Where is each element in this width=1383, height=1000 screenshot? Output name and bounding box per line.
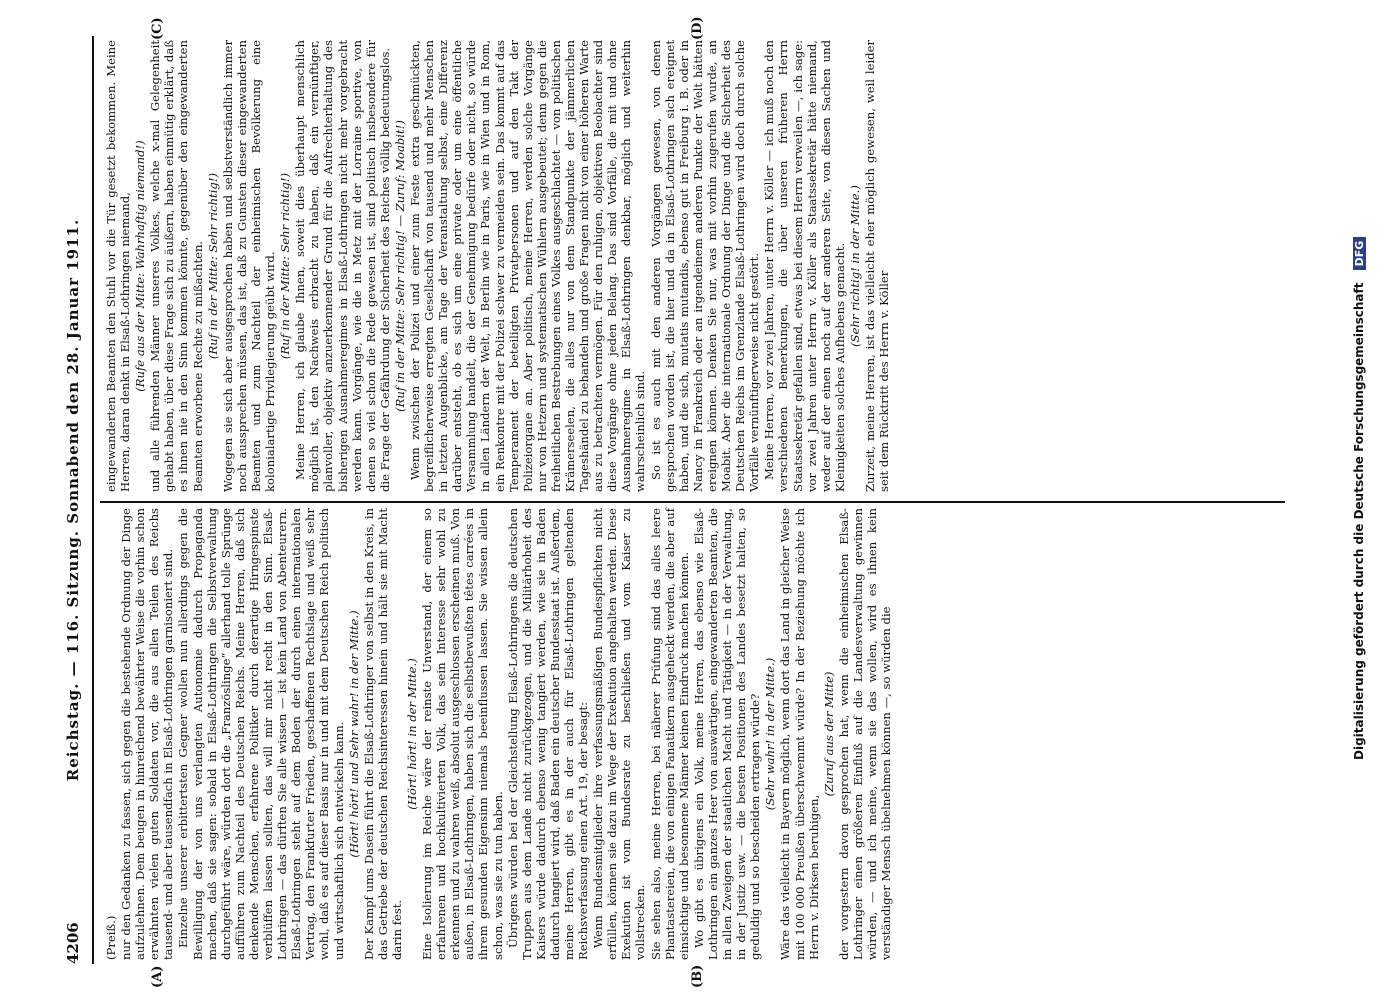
paragraph: Wenn zwischen der Polizei und einer zum Feste extra geschmückten, begreiflicherweise erregten Gesellschaft von tausend und mehr Menschen in letzten Augenblicke, am Tage der Veranstaltung selbst, eine Differenz darüber entsteht, ob es sich um eine private oder um eine öffentliche Versammlung handelt, die der Genehmigung bedürfe oder nicht, so würde in allen Ländern der Welt, in Berlin wie in Paris, wie in Wien und in Rom, ein Renkontre mit der Polizei schwer zu vermeiden sein. Das kommt auf das Temperament der beteiligten Privatpersonen und auf den Takt der Polizeiorgane an. Aber politisch, meine Herren, werden solche Vorgänge nur von Hetzern und systematischen Wühlern ausgebeutet; denn gegen die freiheitlichen Bestrebungen eines Volkes ausgeschlachtet — von politischen Krämerseelen, die alles nur von dem Standpunkte der jämmerlichen Tageshändel zu behandeln und große Fragen nicht von einer höheren Warte aus zu betrachten vermögen. Für den ruhigen, objektiven Beobachter sind diese Vorgänge ohne jeden Belang. Das sind Vorfälle, die mit und ohne Ausnahmeregime in Elsaß-Lothringen denkbar, möglich und weiterhin wahrscheinlich sind. xyxy=(407,40,648,492)
quotation: Wenn Bundesmitglieder ihre verfassungsmäßigen Bundespflichten nicht erfüllen, können sie dazu im Wege der Exekution angehalten werden. Diese Exekution ist vom Bundesrate zu beschließen und vom Kaiser zu vollstrecken. xyxy=(591,508,648,960)
right-column xyxy=(104,40,892,492)
paragraph: Übrigens würden bei der Gleichstellung Elsaß-Lothringens die deutschen Truppen aus dem Lande nicht zurückgezogen, und die Militärhoheit des Kaisers würde dadurch ebenso wenig tangiert werden, wie sie in Baden dadurch tangiert wird, daß Baden ein deutscher Bundesstaat ist. Außerdem, meine Herren, gibt es in der auch für Elsaß-Lothringen geltenden Reichsverfassung einen Art. 19, der besagt: xyxy=(505,508,591,960)
left-column xyxy=(104,508,894,960)
page-header xyxy=(62,36,88,964)
paragraph: Der Kampf ums Dasein führt die Elsaß-Lothringer von selbst in den Kreis, in das Getriebe der deutschen Reichsinteressen hinein und hält sie mit Macht darin fest. xyxy=(361,508,404,960)
credit-text: Digitalisierung gefördert durch die Deutsche Forschungsgemeinschaft xyxy=(1352,282,1366,760)
page-title: Reichstag. — 116. Sitzung. Sonnabend den 28. Januar 1911. xyxy=(64,218,82,782)
paragraph: Eine Isolierung im Reiche wäre der reinste Unverstand, der einem so erfahrenen und hochkultivierten Volk, das sein Interesse sehr wohl zu erkennen und zu wahren weiß, absolut ausgeschlossen erscheinen muß. Von außen, in Elsaß-Lothringen, haben sich die selbstbewußten têtes carrées in ihrem gesunden Eigensinn niemals beeinflussen lassen. Sie wissen allein schon, was sie zu tun haben. xyxy=(420,508,505,960)
header-rule xyxy=(92,36,94,964)
paragraph: Wogegen sie sich aber ausgesprochen haben und selbstverständlich immer noch aussprechen müssen, das ist, daß zu Gunsten dieser eingewanderten Beamten und zum Nachteil der einheimischen Bevölkerung eine kolonialartige Privilegierung geübt wird. xyxy=(220,40,278,492)
interjection: (Sehr wahr! in der Mitte.) xyxy=(763,657,778,811)
paragraph: Meine Herren, ich glaube Ihnen, soweit dies überhaupt menschlich möglich ist, den Nachweis erbracht zu haben, daß ein vernünftiger, planvoller, objektiv anzuerkennender Grund für die Aufrechterhaltung des bisherigen Ausnahmeregimes in Elsaß-Lothringen nicht mehr vorgebracht werden kann. Vorgänge, wie die in Metz mit der Lorraine sportive, von denen so viel schon die Rede gewesen ist, sind politisch insbesondere für die Frage der Gefährdung der Sicherheit des Reiches völlig bedeutungslos. xyxy=(293,40,392,492)
digitization-credit xyxy=(1352,0,1370,760)
paragraph: Zurzeit, meine Herren, ist das vielleicht eher möglich gewesen, weil leider seit dem Rücktritt des Herrn v. Köller xyxy=(862,40,892,492)
paragraph: nur den Gedanken zu fassen, sich gegen die bestehende Ordnung der Dinge aufzulehnen. Dem beugen in hinreichend bewährter Weise die vorhin schon erwähnten vielen guten Soldaten vor, die aus allen Teilen des Reichs tausend- und aber tausendfach in Elsaß-Lothringen garnisoniert sind. xyxy=(119,508,176,960)
paragraph: So ist es auch mit den anderen Vorgängen gewesen, von denen gesprochen worden ist, die hier und da in Elsaß-Lothringen sich ereignet haben, und die sich, mutatis mutandis, ebenso gut in Freiburg i. B. oder in Nancy in Frankreich oder an irgendeinem anderen Punkte der Welt hätten ereignen können. Denken Sie nur, was mit vorhin zugerufen wurde, an Moabit. Aber die internationale Ordnung der Dinge und die Sicherheit des Deutschen Reichs im Grenzlande Elsaß-Lothringen wird doch durch solche Vorfälle vernünftigerweise nicht gestört. xyxy=(648,40,762,492)
paragraph: (Preiß.) xyxy=(104,915,118,960)
paragraph: Meine Herren, vor zwei Jahren, unter Herrn v. Köller — ich muß noch den verschiedenen Bemerkungen, die über unseren früheren Herrn Staatssekretär gefallen sind, etwas bei diesem Herrn verweilen —, ich sage: vor zwei Jahren unter Herrn v. Köller als Staatssekretär hätte niemand, weder auf der einen noch auf der anderen Seite, von diesen Sachen und Kleinigkeiten solches Aufhebens gemacht. xyxy=(762,40,847,492)
dfg-logo: DFG xyxy=(1353,237,1366,271)
page-number: 4206 xyxy=(64,922,82,964)
interjection: (Rufe aus der Mitte: Wahrhaftig niemand!) xyxy=(133,140,148,392)
marker-d: (D) xyxy=(690,16,705,40)
marker-c: (C) xyxy=(150,17,165,40)
paragraph: der vorgestern davon gesprochen hat, wenn die einheimischen Elsaß-Lothringer einen größeren Einfluß auf die Landesverwaltung gewinnen würden, — und ich meine, wenn sie das wollen, wird es ihnen kein verständiger Mensch übelnehmen können —, so würden die xyxy=(836,508,894,960)
column-divider xyxy=(100,501,1285,503)
interjection: (Hört! hört! und Sehr wahr! in der Mitte.) xyxy=(346,610,361,858)
paragraph: und alle führenden Männer unseres Volkes, welche x-mal Gelegenheit gehabt haben, über diese Frage sich zu äußern, haben einmütig erklärt, daß es ihnen nie in den Sinn kommen könnte, gegenüber den eingewanderten Beamten erworbene Rechte zu mißachten. xyxy=(148,40,205,492)
interjection: (Ruf in der Mitte: Sehr richtig!) xyxy=(205,172,220,360)
paragraph: Wäre das vielleicht in Bayern möglich, wenn dort das Land in gleicher Weise mit 100 000 Preußen überschwemmt würde? In der Beziehung möchte ich Herrn v. Dirksen beruhigen, xyxy=(778,508,821,960)
paragraph: Einzelne unserer erbittertsten Gegner wollen nun allerdings gegen die Bewilligung der von uns verlangten Autonomie dadurch Propaganda machen, daß sie sagen: sobald in Elsaß-Lothringen die Selbstverwaltung durchgeführt wäre, würden dort die „Französlinge“ allerhand tolle Sprünge aufführen zum Nachteil des Deutschen Reichs. Meine Herren, daß sich denkende Menschen, erfahrene Politiker durch derartige Hirngespinste verblüffen lassen sollten, das will mir nicht recht in den Sinn. Elsaß-Lothringen — das dürften Sie alle wissen — ist kein Land von Abenteurern. Elsaß-Lothringen steht auf dem Boden der durch einen internationalen Vertrag, den Frankfurter Frieden, geschaffenen Rechtslage und weiß sehr wohl, daß es auf dieser Basis nur in und mit dem Deutschen Reich politisch und wirtschaftlich sich entwickeln kann. xyxy=(176,508,346,960)
interjection: (Ruf in der Mitte: Sehr richtig! — Zuruf: Moabit!) xyxy=(392,120,407,412)
interjection: (Zuruf aus der Mitte) xyxy=(821,671,836,797)
paragraph: eingewanderten Beamten den Stuhl vor die Tür gesetzt bekommen. Meine Herren, daran denkt in Elsaß-Lothringen niemand, xyxy=(104,40,133,492)
paragraph: Sie sehen also, meine Herren, bei näherer Prüfung sind das alles leere Phantastereien, die von einigen Fanatikern ausgeheckt werden, die aber auf einsichtige und besonnene Männer keinen Eindruck machen können. xyxy=(648,508,691,960)
marker-b: (B) xyxy=(690,964,705,988)
paragraph: Wo gibt es übrigens ein Volk, meine Herren, das ebenso wie Elsaß-Lothringen ein ganzes Heer von auswärtigen, eingewanderten Beamten, die in allen Zweigen der staatlichen Macht und Tätigkeit — in der Verwaltung, in der Justiz usw. — die besten Positionen des Landes besetzt halten, so geduldig und so bescheiden ertragen würde? xyxy=(691,508,763,960)
interjection: (Sehr richtig! in der Mitte.) xyxy=(847,185,862,347)
interjection: (Hört! hört! in der Mitte.) xyxy=(404,658,419,810)
marker-a: (A) xyxy=(150,965,165,988)
interjection: (Ruf in der Mitte: Sehr richtig!) xyxy=(278,172,293,360)
